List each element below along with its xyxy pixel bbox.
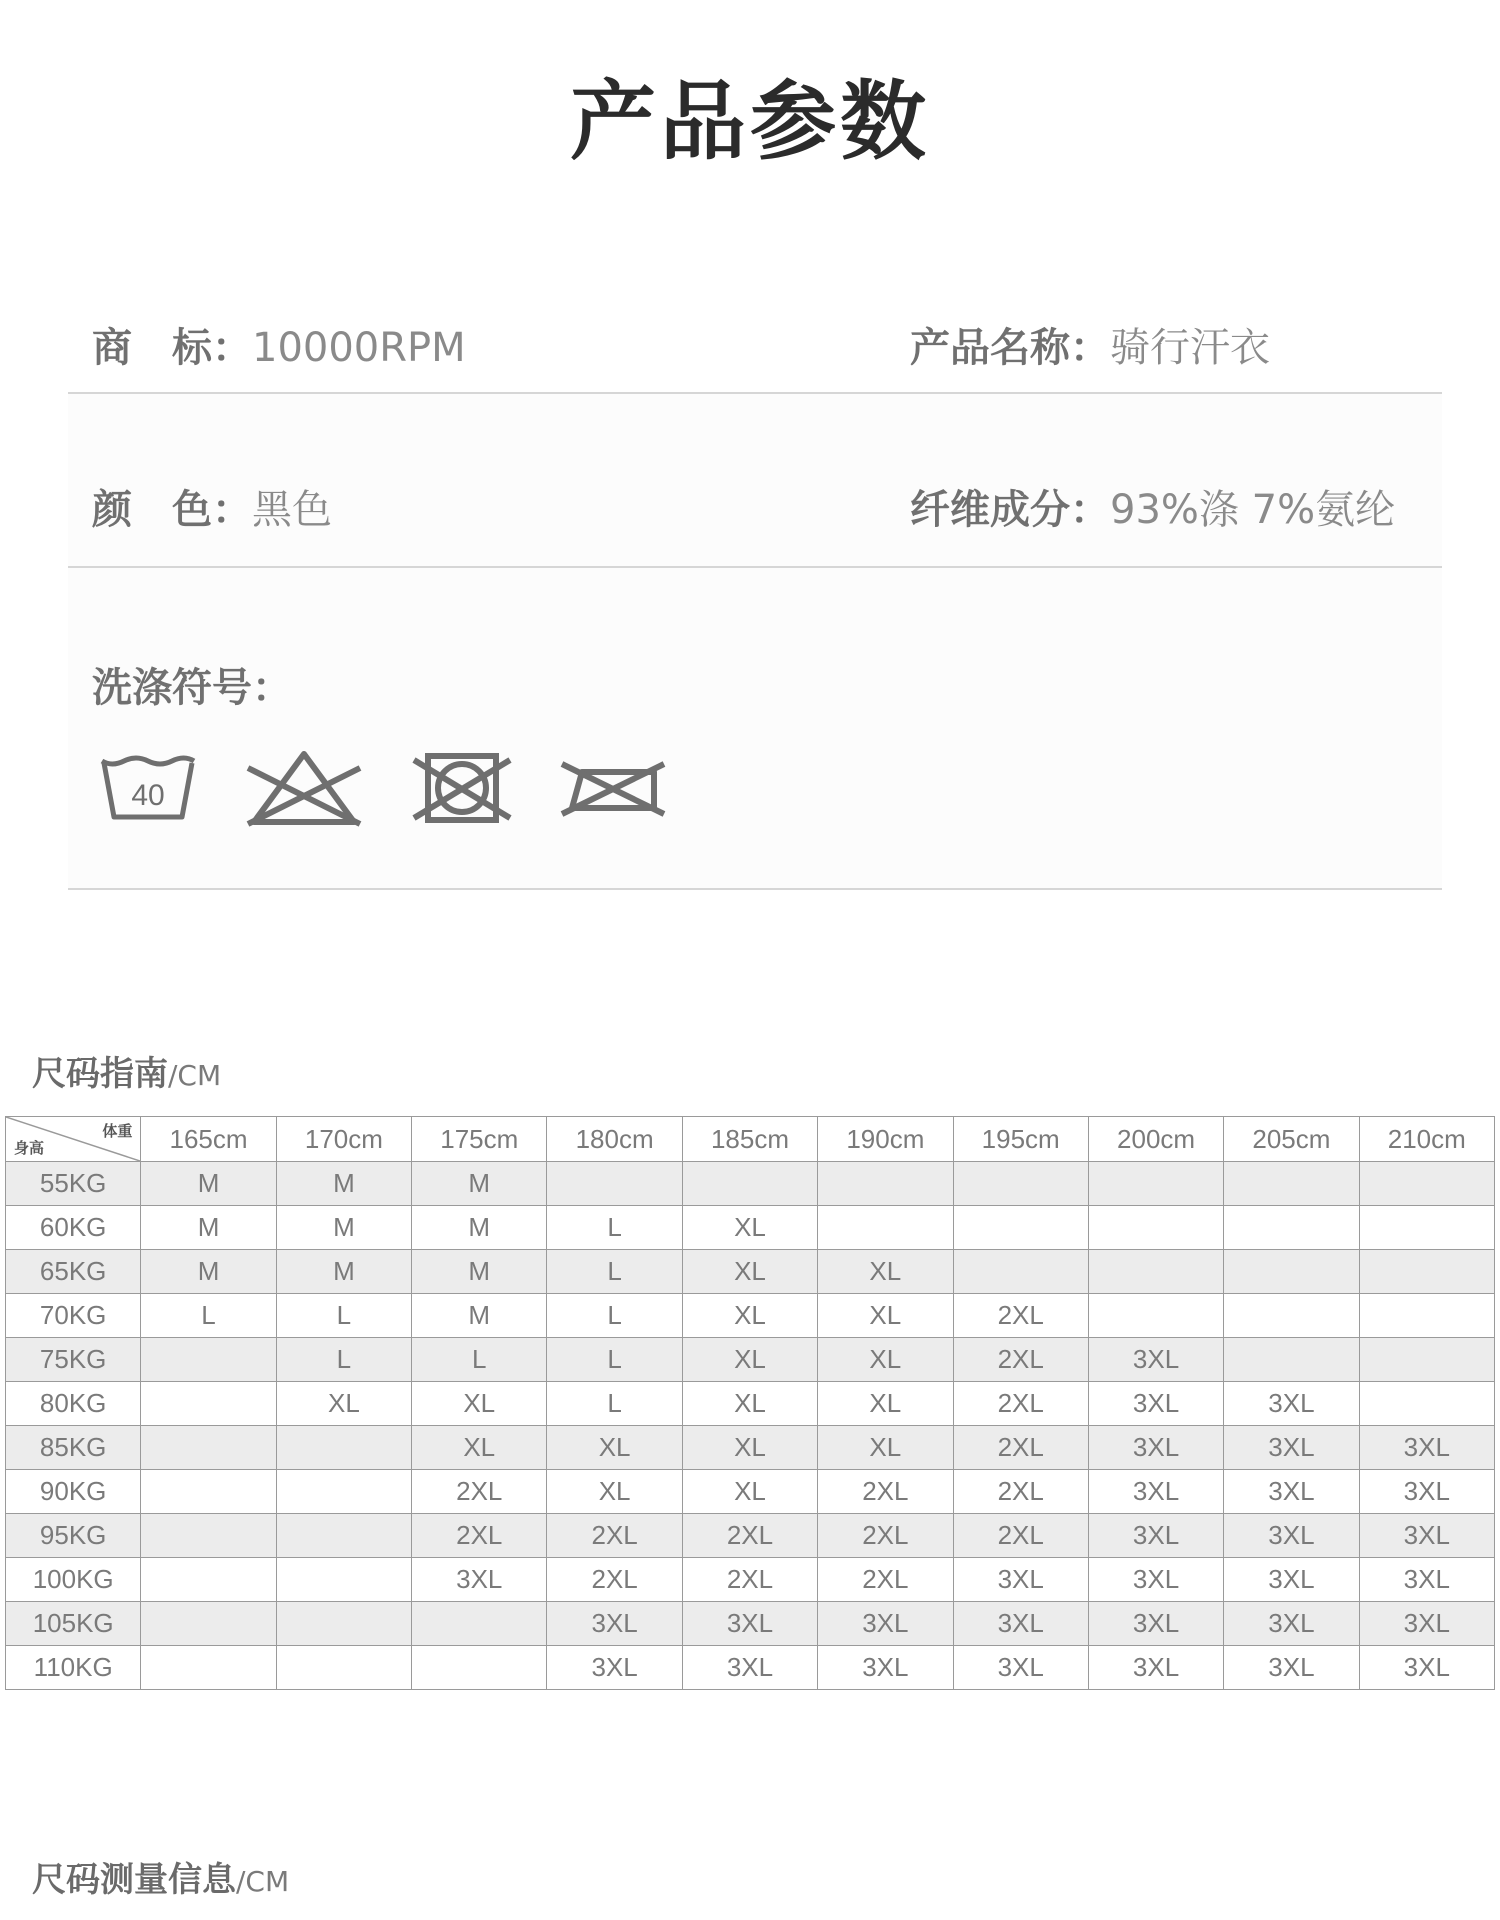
table-row — [6, 1206, 1495, 1250]
size-cell: M — [141, 1206, 276, 1250]
size-cell: M — [276, 1206, 411, 1250]
size-cell: 3XL — [1088, 1426, 1223, 1470]
size-cell: 3XL — [547, 1602, 682, 1646]
row-weight-label: 60KG — [6, 1206, 141, 1250]
param-brand-value: 10000RPM — [252, 325, 466, 371]
size-cell — [141, 1382, 276, 1426]
table-row — [6, 1470, 1495, 1514]
size-cell: XL — [547, 1470, 682, 1514]
table-row — [6, 1250, 1495, 1294]
size-cell: 2XL — [953, 1294, 1088, 1338]
size-cell: 2XL — [547, 1558, 682, 1602]
size-cell — [1224, 1338, 1359, 1382]
size-cell — [953, 1206, 1088, 1250]
size-cell — [141, 1646, 276, 1690]
size-cell — [141, 1558, 276, 1602]
size-cell — [141, 1338, 276, 1382]
row-weight-label: 90KG — [6, 1470, 141, 1514]
param-row-brand — [68, 296, 1442, 394]
param-fiber — [910, 478, 1395, 535]
size-cell: M — [141, 1250, 276, 1294]
size-cell: 3XL — [953, 1602, 1088, 1646]
row-weight-label: 65KG — [6, 1250, 141, 1294]
size-cell: XL — [412, 1426, 547, 1470]
size-cell: XL — [682, 1206, 817, 1250]
param-color-label: 颜 色： — [92, 487, 252, 533]
size-cell — [141, 1470, 276, 1514]
size-cell: 3XL — [1224, 1514, 1359, 1558]
size-cell — [276, 1470, 411, 1514]
size-cell: L — [547, 1338, 682, 1382]
size-cell — [412, 1646, 547, 1690]
size-cell: XL — [682, 1294, 817, 1338]
size-cell: 3XL — [953, 1646, 1088, 1690]
size-chart-table — [5, 1116, 1495, 1690]
no-tumble-dry-icon — [410, 748, 514, 828]
size-cell: XL — [818, 1426, 953, 1470]
size-cell: 3XL — [1359, 1470, 1494, 1514]
col-header: 195cm — [953, 1117, 1088, 1162]
row-weight-label: 55KG — [6, 1162, 141, 1206]
size-cell: XL — [682, 1426, 817, 1470]
size-cell — [1359, 1162, 1494, 1206]
wash-40-icon — [98, 753, 198, 823]
measure-info-unit: /CM — [236, 1865, 290, 1898]
no-bleach-icon — [242, 748, 366, 828]
size-cell: 3XL — [818, 1602, 953, 1646]
col-header: 190cm — [818, 1117, 953, 1162]
row-weight-label: 80KG — [6, 1382, 141, 1426]
size-cell — [141, 1602, 276, 1646]
size-cell — [1224, 1294, 1359, 1338]
param-product-name-label: 产品名称： — [910, 325, 1110, 371]
row-weight-label: 110KG — [6, 1646, 141, 1690]
wash-symbols — [98, 738, 668, 838]
row-weight-label: 100KG — [6, 1558, 141, 1602]
row-weight-label: 95KG — [6, 1514, 141, 1558]
corner-weight-label: 体重 — [102, 1123, 133, 1140]
size-cell: 3XL — [1224, 1558, 1359, 1602]
size-cell — [1088, 1294, 1223, 1338]
param-color — [92, 478, 332, 535]
size-chart-header-row — [6, 1117, 1495, 1162]
size-cell: 3XL — [1088, 1602, 1223, 1646]
size-cell: 3XL — [1088, 1646, 1223, 1690]
param-row-wash — [68, 568, 1442, 890]
size-cell: 3XL — [1224, 1382, 1359, 1426]
size-cell — [1359, 1206, 1494, 1250]
size-cell: XL — [682, 1338, 817, 1382]
size-cell: 3XL — [1359, 1558, 1494, 1602]
param-brand — [92, 316, 466, 373]
size-cell: M — [276, 1162, 411, 1206]
size-cell: XL — [818, 1250, 953, 1294]
wash-temp: 40 — [131, 779, 165, 812]
size-cell: 2XL — [818, 1470, 953, 1514]
size-cell: 2XL — [818, 1558, 953, 1602]
size-cell: XL — [818, 1382, 953, 1426]
size-cell: 3XL — [1088, 1338, 1223, 1382]
col-header: 200cm — [1088, 1117, 1223, 1162]
size-cell — [547, 1162, 682, 1206]
page-title: 产品参数 — [570, 72, 930, 172]
col-header: 180cm — [547, 1117, 682, 1162]
size-cell: 3XL — [682, 1646, 817, 1690]
no-iron-icon — [558, 756, 668, 820]
param-product-name — [910, 316, 1270, 373]
size-cell — [1359, 1382, 1494, 1426]
size-cell — [412, 1602, 547, 1646]
size-cell — [1359, 1294, 1494, 1338]
size-cell — [276, 1558, 411, 1602]
size-cell — [276, 1602, 411, 1646]
size-cell — [1224, 1250, 1359, 1294]
size-cell: XL — [682, 1470, 817, 1514]
size-cell: 3XL — [1224, 1646, 1359, 1690]
table-row — [6, 1294, 1495, 1338]
col-header: 185cm — [682, 1117, 817, 1162]
size-chart-body — [6, 1162, 1495, 1690]
size-cell — [276, 1646, 411, 1690]
size-cell — [953, 1250, 1088, 1294]
size-cell: L — [412, 1338, 547, 1382]
size-cell: 2XL — [682, 1558, 817, 1602]
size-cell — [276, 1426, 411, 1470]
size-cell: XL — [818, 1338, 953, 1382]
size-cell: L — [547, 1382, 682, 1426]
table-row — [6, 1558, 1495, 1602]
size-cell — [1088, 1162, 1223, 1206]
size-cell: L — [547, 1250, 682, 1294]
size-cell: 2XL — [953, 1426, 1088, 1470]
param-brand-label: 商 标： — [92, 325, 252, 371]
size-cell: XL — [547, 1426, 682, 1470]
size-cell: 3XL — [1088, 1382, 1223, 1426]
col-header: 165cm — [141, 1117, 276, 1162]
size-cell: XL — [818, 1294, 953, 1338]
size-cell: 3XL — [412, 1558, 547, 1602]
size-cell: L — [276, 1294, 411, 1338]
size-cell: 3XL — [953, 1558, 1088, 1602]
size-cell — [818, 1162, 953, 1206]
table-row — [6, 1602, 1495, 1646]
size-guide-unit: /CM — [168, 1059, 222, 1092]
col-header: 210cm — [1359, 1117, 1494, 1162]
size-cell — [1088, 1206, 1223, 1250]
measure-info-title — [32, 1852, 289, 1901]
size-cell: 2XL — [682, 1514, 817, 1558]
col-header: 205cm — [1224, 1117, 1359, 1162]
size-cell — [1359, 1338, 1494, 1382]
size-cell: 3XL — [818, 1646, 953, 1690]
table-row — [6, 1514, 1495, 1558]
row-weight-label: 85KG — [6, 1426, 141, 1470]
table-row — [6, 1382, 1495, 1426]
size-cell: XL — [276, 1382, 411, 1426]
param-fiber-value: 93%涤 7%氨纶 — [1110, 487, 1396, 533]
size-cell: XL — [682, 1382, 817, 1426]
size-cell — [141, 1426, 276, 1470]
size-cell: 2XL — [412, 1470, 547, 1514]
size-cell: 3XL — [1088, 1558, 1223, 1602]
size-cell: M — [412, 1206, 547, 1250]
size-cell — [953, 1162, 1088, 1206]
size-cell — [1088, 1250, 1223, 1294]
table-row — [6, 1338, 1495, 1382]
size-cell: 3XL — [1224, 1426, 1359, 1470]
size-cell: 3XL — [1359, 1602, 1494, 1646]
size-cell: 3XL — [1359, 1646, 1494, 1690]
row-weight-label: 105KG — [6, 1602, 141, 1646]
size-cell: M — [141, 1162, 276, 1206]
size-cell: 3XL — [1359, 1514, 1494, 1558]
table-row — [6, 1646, 1495, 1690]
size-cell — [682, 1162, 817, 1206]
param-row-color — [68, 394, 1442, 568]
param-wash-label: 洗涤符号： — [92, 665, 292, 711]
size-cell — [1224, 1162, 1359, 1206]
size-cell — [1224, 1206, 1359, 1250]
param-product-name-value: 骑行汗衣 — [1110, 325, 1270, 371]
size-cell: 3XL — [1224, 1470, 1359, 1514]
size-cell: L — [547, 1206, 682, 1250]
size-cell — [818, 1206, 953, 1250]
size-guide-title — [32, 1046, 221, 1095]
table-row — [6, 1426, 1495, 1470]
size-cell: 3XL — [682, 1602, 817, 1646]
size-guide-title-text: 尺码指南 — [32, 1054, 168, 1094]
size-cell: 2XL — [953, 1470, 1088, 1514]
size-cell: L — [276, 1338, 411, 1382]
table-row — [6, 1162, 1495, 1206]
size-cell: L — [141, 1294, 276, 1338]
col-header: 175cm — [412, 1117, 547, 1162]
size-cell: 2XL — [953, 1382, 1088, 1426]
corner-height-label: 身高 — [14, 1140, 45, 1157]
size-cell: 3XL — [1359, 1426, 1494, 1470]
size-cell: 3XL — [547, 1646, 682, 1690]
size-cell: 2XL — [412, 1514, 547, 1558]
size-cell: 3XL — [1224, 1602, 1359, 1646]
size-cell: 2XL — [818, 1514, 953, 1558]
size-cell: M — [276, 1250, 411, 1294]
size-cell: L — [547, 1294, 682, 1338]
size-cell — [1359, 1250, 1494, 1294]
product-params — [68, 296, 1442, 890]
size-cell: 2XL — [953, 1514, 1088, 1558]
size-cell: 3XL — [1088, 1514, 1223, 1558]
row-weight-label: 70KG — [6, 1294, 141, 1338]
size-cell — [141, 1514, 276, 1558]
size-cell: M — [412, 1250, 547, 1294]
size-cell: XL — [682, 1250, 817, 1294]
size-cell: 2XL — [547, 1514, 682, 1558]
size-cell — [276, 1514, 411, 1558]
param-color-value: 黑色 — [252, 487, 332, 533]
size-cell: XL — [412, 1382, 547, 1426]
row-weight-label: 75KG — [6, 1338, 141, 1382]
param-fiber-label: 纤维成分： — [910, 487, 1110, 533]
size-cell: 2XL — [953, 1338, 1088, 1382]
size-cell: 3XL — [1088, 1470, 1223, 1514]
size-chart-corner — [6, 1117, 141, 1162]
size-cell: M — [412, 1162, 547, 1206]
size-cell: M — [412, 1294, 547, 1338]
col-header: 170cm — [276, 1117, 411, 1162]
measure-info-title-text: 尺码测量信息 — [32, 1860, 236, 1900]
